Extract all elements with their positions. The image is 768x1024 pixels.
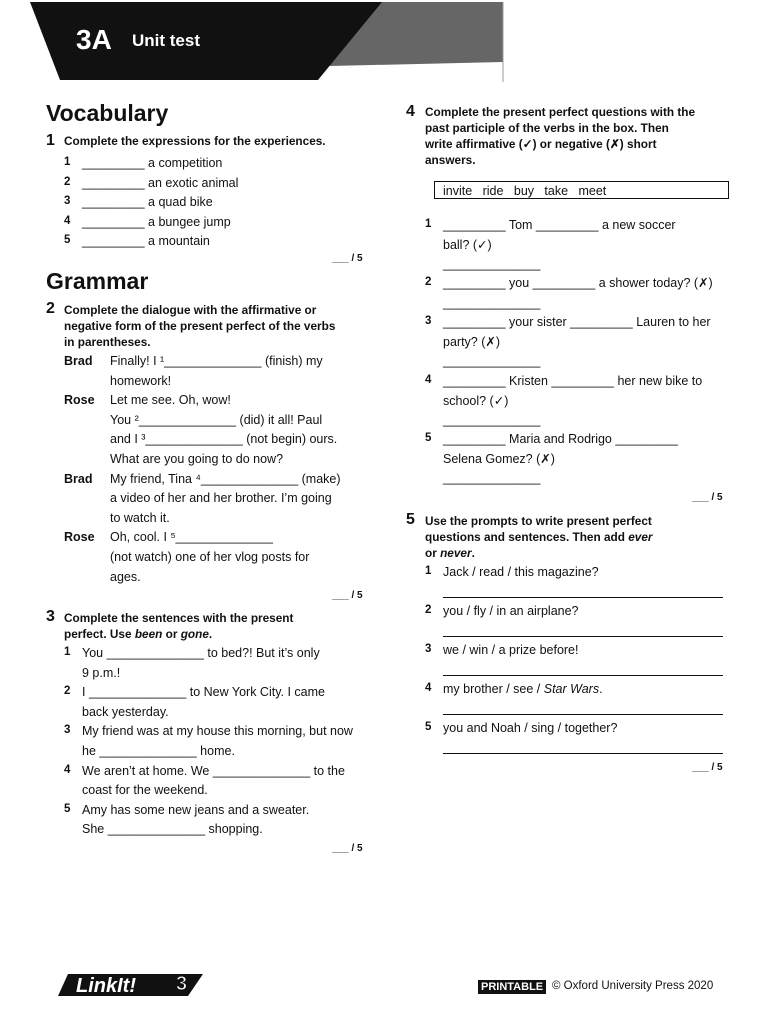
linkit-logo — [58, 968, 208, 1000]
dialogue-line: Oh, cool. I ⁵______________ — [110, 530, 273, 545]
q3-item-line: coast for the weekend. — [82, 783, 208, 798]
q3-item-line: She ______________ shopping. — [82, 822, 263, 837]
dialogue-line: to watch it. — [110, 510, 170, 525]
q1-item-text: _________ a quad bike — [82, 195, 213, 210]
item-number: 1 — [425, 218, 432, 230]
dialogue-line: Let me see. Oh, wow! — [110, 393, 231, 408]
q4-item-line: ______________ — [443, 354, 541, 369]
q2-number: 2 — [46, 300, 55, 317]
item-number: 3 — [64, 195, 71, 208]
dialogue-line: What are you going to do now? — [110, 452, 284, 466]
q2-score: ___ / 5 — [332, 590, 363, 601]
item-number: 4 — [64, 214, 71, 227]
dialogue-line: homework! — [110, 373, 172, 388]
speaker-name: Brad — [64, 354, 93, 368]
q4-item-line: ______________ — [443, 471, 541, 486]
answer-line — [443, 675, 723, 676]
q3-instruction: Complete the sentences with the present perfect. Use been or gone. — [64, 611, 294, 641]
dialogue-line: (not watch) one of her vlog posts for — [110, 550, 310, 564]
q3-item-line: 9 p.m.! — [82, 665, 121, 680]
q4-item-line: school? (✓) — [443, 393, 509, 408]
q1-item-text: _________ a bungee jump — [82, 214, 231, 229]
q4-item-line: ______________ — [443, 295, 541, 310]
q5-instruction: Use the prompts to write present perfect questions and sentences. Then add ever or never. — [425, 514, 653, 560]
q3-item-line: he ______________ home. — [82, 744, 235, 758]
q5-prompt: you / fly / in an airplane? — [443, 604, 579, 618]
verb-word-box: invite ride buy take meet — [434, 181, 729, 199]
item-number: 2 — [64, 685, 71, 698]
q4-item-line: ______________ — [443, 413, 541, 428]
q4-item-line: _________ Tom _________ a new soccer — [443, 218, 676, 232]
item-number: 3 — [425, 315, 432, 327]
item-number: 1 — [64, 156, 71, 168]
q5-number: 5 — [406, 511, 415, 528]
q4-instruction: Complete the present perfect questions with the past participle of the verbs in the box. Then write affirmative (✓) or negative (✗) short answers. — [425, 105, 696, 167]
item-number: 4 — [64, 763, 71, 776]
answer-line — [443, 636, 723, 637]
section-vocabulary: Vocabulary — [46, 100, 169, 126]
q4-number: 4 — [406, 103, 415, 120]
printable-badge: PRINTABLE — [478, 980, 546, 994]
q4-item-line: ______________ — [443, 257, 541, 272]
dialogue-line: You ²______________ (did) it all! Paul — [110, 412, 323, 427]
q3-score: ___ / 5 — [332, 843, 363, 854]
item-number: 4 — [425, 374, 432, 386]
section-grammar: Grammar — [46, 268, 149, 294]
q3-number: 3 — [46, 608, 55, 625]
speaker-name: Rose — [64, 530, 95, 545]
speaker-name: Rose — [64, 393, 95, 408]
q5-prompt: we / win / a prize before! — [443, 643, 579, 657]
q5-score: ___ / 5 — [692, 762, 723, 773]
q4-item-line: ball? (✓) — [443, 237, 492, 252]
q4-item-line: _________ your sister _________ Lauren to her — [443, 315, 711, 329]
item-number: 3 — [64, 724, 71, 737]
item-number: 5 — [425, 721, 432, 733]
q3-item-line: I ______________ to New York City. I came — [82, 685, 325, 700]
item-number: 5 — [64, 234, 71, 247]
q4-item-line: party? (✗) — [443, 334, 501, 349]
q4-item-line: _________ Maria and Rodrigo _________ — [443, 432, 678, 446]
item-number: 4 — [425, 682, 432, 694]
answer-line — [443, 753, 723, 754]
unit-number: 3A — [76, 24, 112, 55]
item-number: 3 — [425, 643, 432, 655]
speaker-name: Brad — [64, 471, 93, 486]
q3-item-line: back yesterday. — [82, 704, 169, 719]
q5-prompt: my brother / see / Star Wars. — [443, 682, 603, 696]
q1-item-text: _________ an exotic animal — [82, 175, 239, 190]
item-number: 2 — [425, 604, 432, 616]
q4-item-line: _________ you _________ a shower today? (✗) — [443, 276, 713, 290]
unit-title: Unit test — [132, 31, 200, 50]
svg-text:3: 3 — [176, 973, 188, 995]
dialogue-line: and I ³______________ (not begin) ours. — [110, 432, 338, 447]
q5-prompt: Jack / read / this magazine? — [443, 565, 599, 579]
item-number: 2 — [425, 276, 432, 288]
q4-item-line: _________ Kristen _________ her new bike to — [443, 374, 703, 388]
dialogue-line: Finally! I ¹______________ (finish) my — [110, 354, 323, 368]
item-number: 1 — [64, 646, 71, 658]
dialogue-line: a video of her and her brother. I’m going — [110, 491, 332, 506]
copyright: © Oxford University Press 2020 — [552, 980, 714, 992]
dialogue-line: ages. — [110, 569, 141, 584]
q3-item-line: Amy has some new jeans and a sweater. — [82, 802, 310, 817]
item-number: 5 — [64, 802, 71, 815]
answer-line — [443, 597, 723, 598]
answer-line — [443, 714, 723, 715]
q1-instruction: Complete the expressions for the experiences. — [64, 134, 326, 148]
q4-item-line: Selena Gomez? (✗) — [443, 451, 555, 466]
item-number: 5 — [425, 432, 432, 444]
item-number: 2 — [64, 175, 71, 188]
q5-prompt: you and Noah / sing / together? — [443, 721, 618, 735]
svg-text:LinkIt!: LinkIt! — [76, 975, 136, 997]
q2-instruction: Complete the dialogue with the affirmative or negative form of the present perfect of the verbs in parentheses. — [64, 303, 336, 349]
q3-item-line: My friend was at my house this morning, but now — [82, 724, 353, 739]
item-number: 1 — [425, 565, 432, 577]
header-banner — [0, 0, 768, 90]
q1-item-text: _________ a competition — [82, 156, 223, 170]
q1-item-text: _________ a mountain — [82, 234, 210, 249]
q3-item-line: You ______________ to bed?! But it’s only — [82, 646, 320, 660]
q3-item-line: We aren’t at home. We ______________ to the — [82, 763, 345, 778]
q1-number: 1 — [46, 132, 55, 149]
q4-score: ___ / 5 — [692, 492, 723, 503]
dialogue-line: My friend, Tina ⁴______________ (make) — [110, 471, 341, 486]
q1-score: ___ / 5 — [332, 253, 363, 264]
